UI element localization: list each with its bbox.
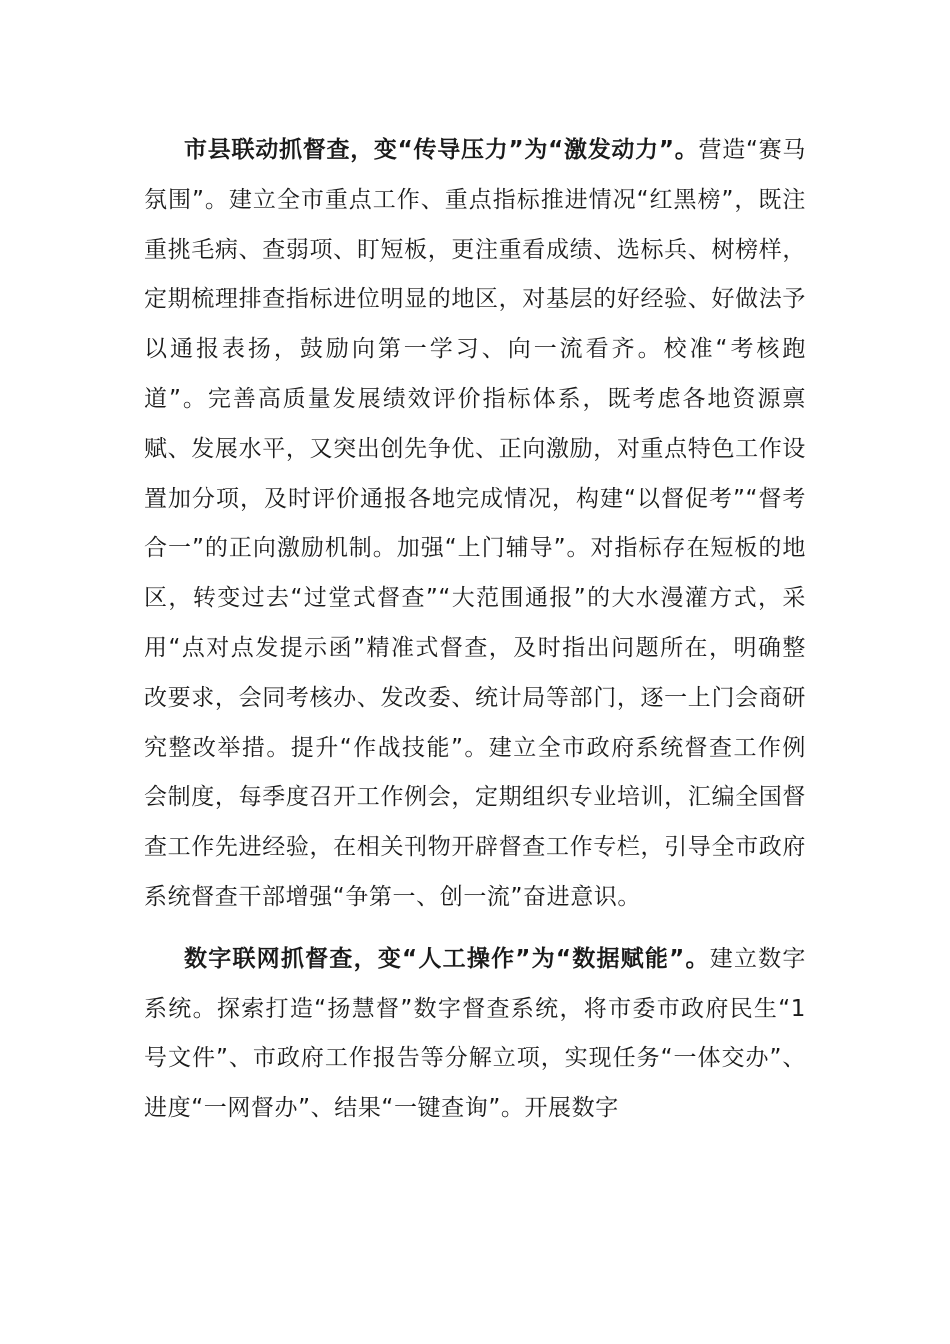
paragraph-county-linkage: [144, 126, 806, 923]
paragraph-heading: 数字联网抓督查，变“人工操作”为“数据赋能”。: [184, 945, 710, 972]
paragraph-body: 建立数字系统。探索打造“扬慧督”数字督查系统，将市委市政府民生“1号文件”、市政府工作报告等分解立项，实现任务“一体交办”、进度“一网督办”、结果“一键查询”。开展数字: [144, 945, 807, 1122]
paragraph-digital-network: [144, 935, 806, 1134]
document-page: [144, 126, 806, 1134]
paragraph-heading: 市县联动抓督查，变“传导压力”为“激发动力”。: [184, 137, 699, 163]
paragraph-body: 营造“赛马氛围”。建立全市重点工作、重点指标推进情况“红黑榜”，既注重挑毛病、查弱项、盯短板，更注重看成绩、选标兵、树榜样，定期梳理排查指标进位明显的地区，对基层的好经验、好做法予以通报表扬，鼓励向第一学习、向一流看齐。校准“考核跑道”。完善高质量发展绩效评价指标体系，既考虑各地资源禀赋、发展水平，又突出创先争优、正向激励，对重点特色工作设置加分项，及时评价通报各地完成情况，构建“以督促考”“督考合一”的正向激励机制。加强“上门辅导”。对指标存在短板的地区，转变过去“过堂式督查”“大范围通报”的大水漫灌方式，采用“点对点发提示函”精准式督查，及时指出问题所在，明确整改要求，会同考核办、发改委、统计局等部门，逐一上门会商研究整改举措。提升“作战技能”。建立全市政府系统督查工作例会制度，每季度召开工作例会，定期组织专业培训，汇编全国督查工作先进经验，在相关刊物开辟督查工作专栏，引导全市政府系统督查干部增强“争第一、创一流”奋进意识。: [144, 137, 806, 910]
